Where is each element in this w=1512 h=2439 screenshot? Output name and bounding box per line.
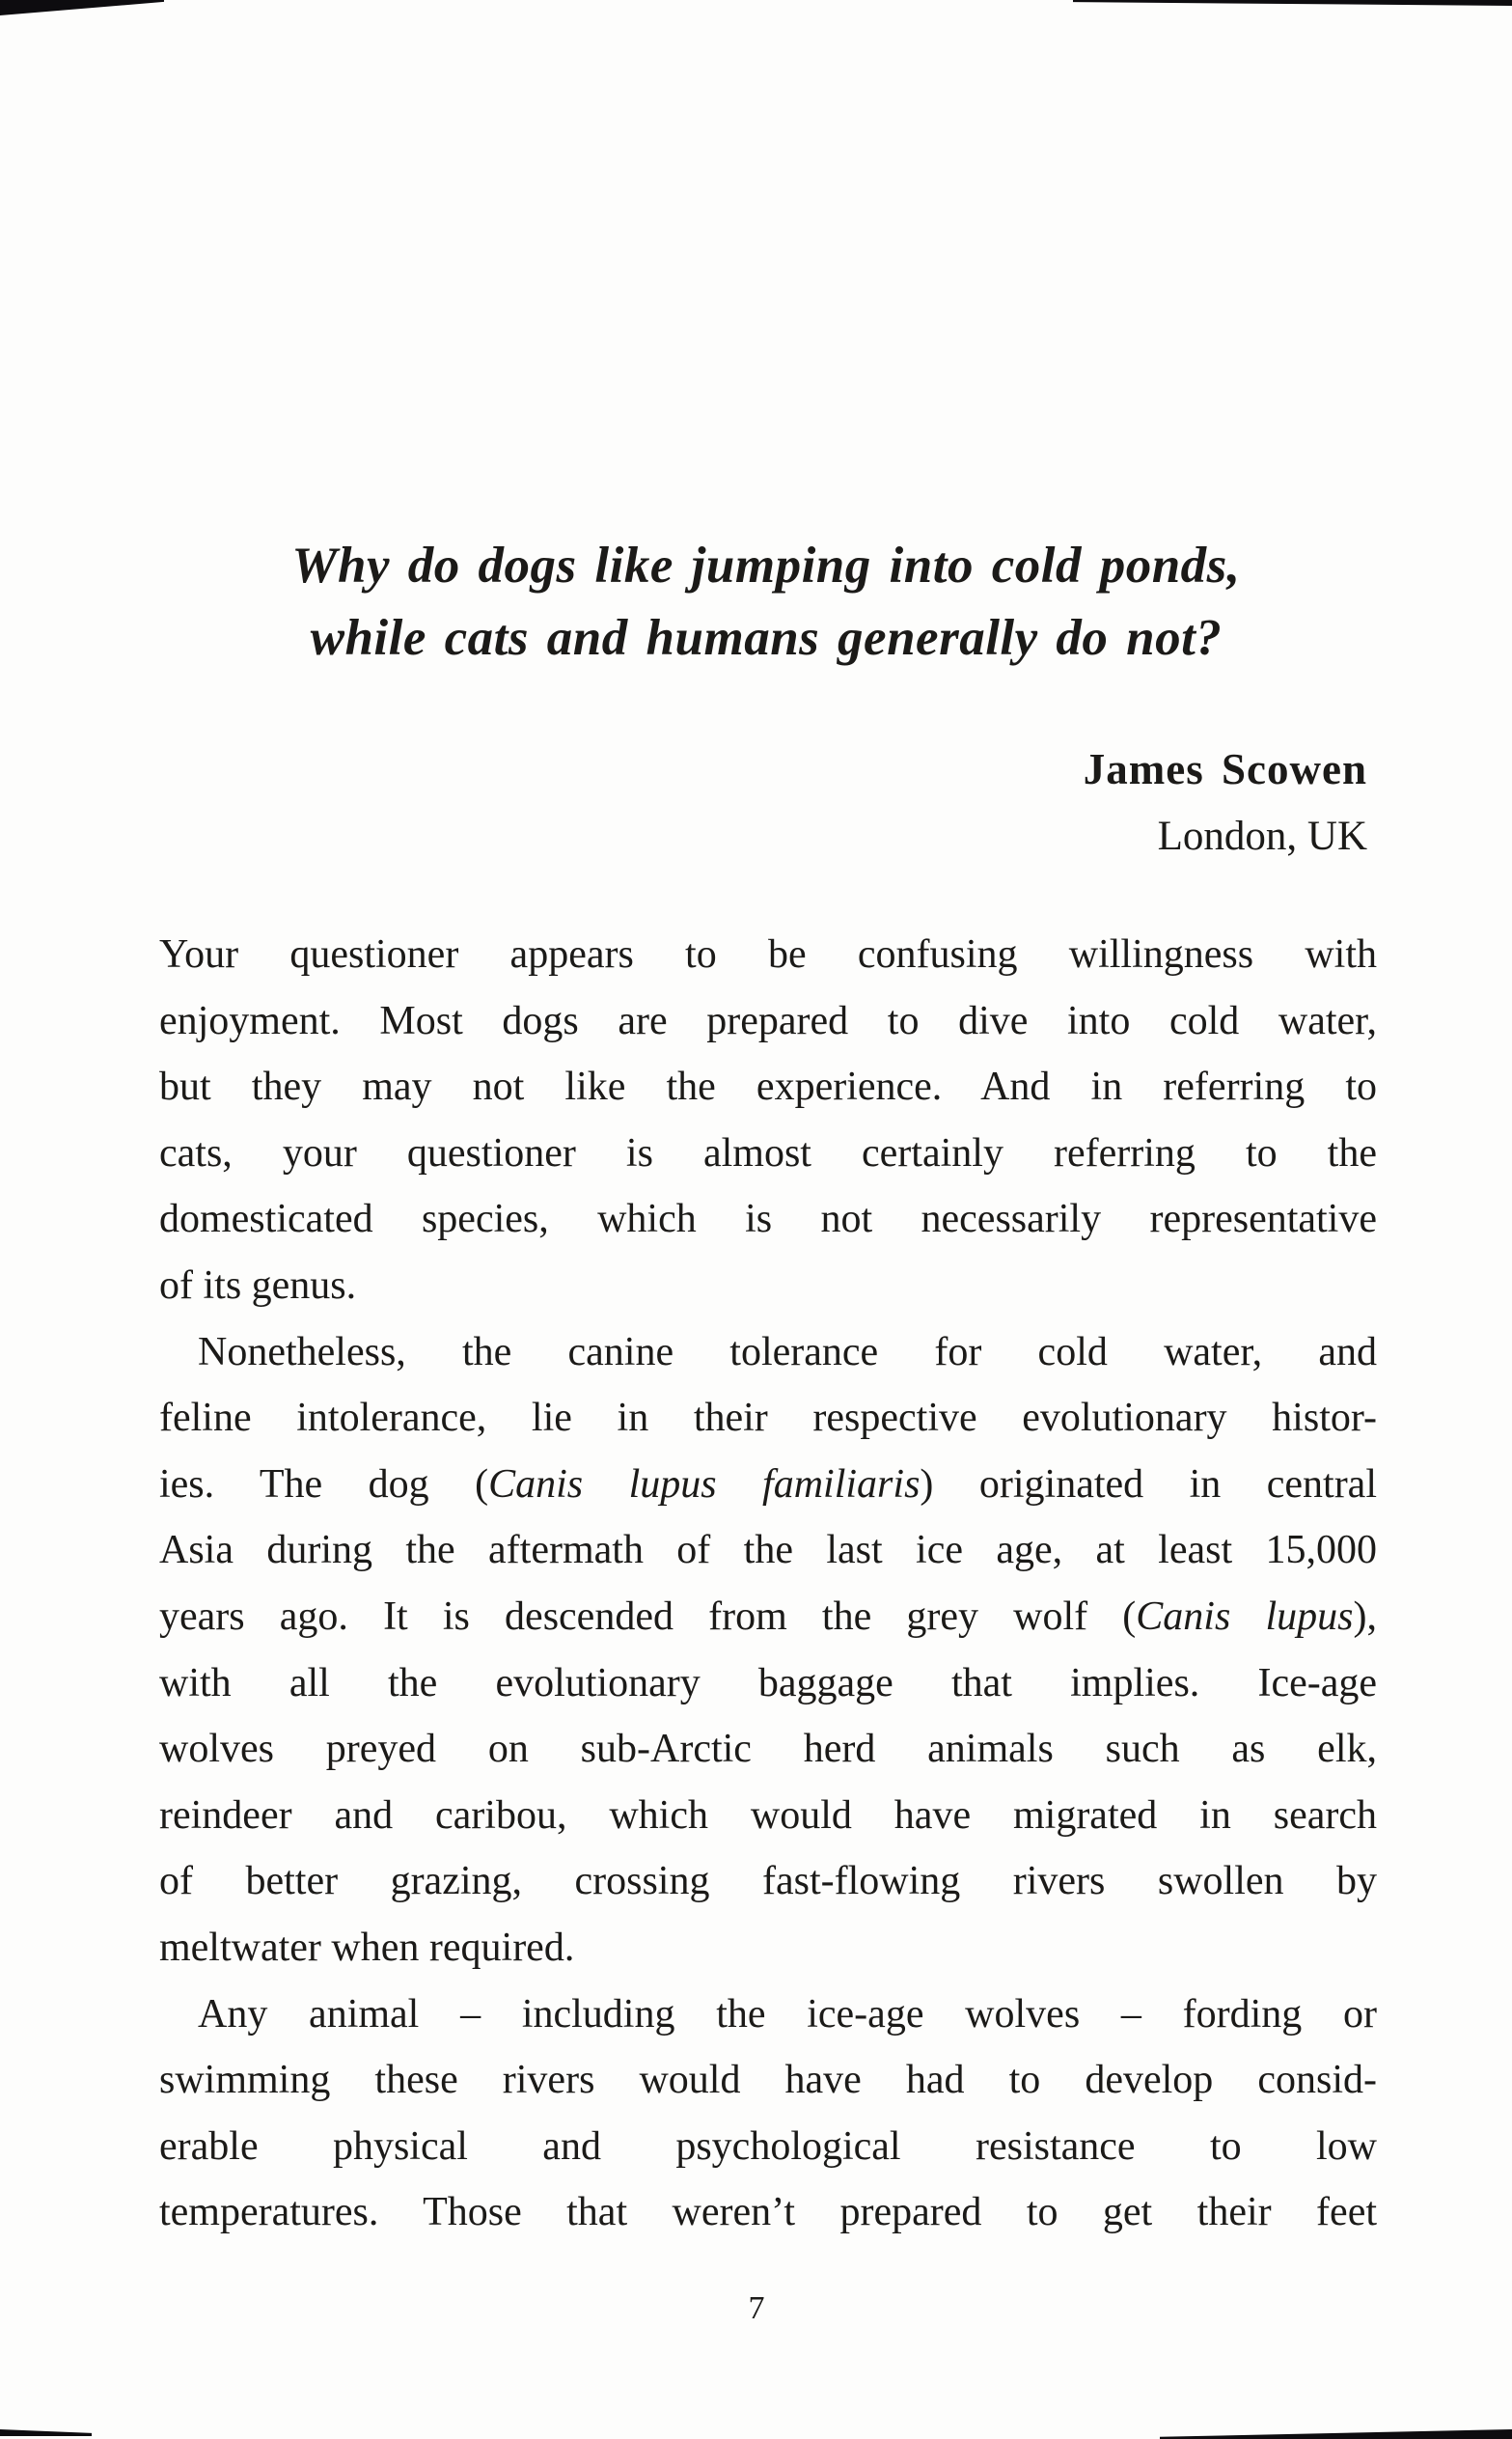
body-line: domesticated species, which is not necessarily representative xyxy=(159,1197,1377,1242)
scan-artifact-top-right xyxy=(1073,0,1512,6)
body-line: Any animal – including the ice-age wolves – fording or xyxy=(198,1991,1377,2037)
body-line: of better grazing, crossing fast-flowing rivers swollen by xyxy=(159,1859,1377,1904)
body-line: feline intolerance, lie in their respective evolutionary histor- xyxy=(159,1396,1377,1441)
scan-artifact-bottom-left xyxy=(0,2429,92,2436)
body-line: Asia during the aftermath of the last ice age, at least 15,000 xyxy=(159,1528,1377,1573)
question-title xyxy=(149,530,1384,675)
author-block xyxy=(1084,736,1367,870)
body-line: reindeer and caribou, which would have migrated in search xyxy=(159,1792,1377,1838)
scan-artifact-top-left xyxy=(0,0,164,15)
body-line: but they may not like the experience. And in referring to xyxy=(159,1065,1377,1110)
body-text xyxy=(159,922,1377,2246)
author-location: London, UK xyxy=(1157,814,1367,859)
scan-artifact-bottom-right xyxy=(1160,2429,1512,2439)
body-line: swimming these rivers would have had to develop consid- xyxy=(159,2058,1377,2103)
body-line: of its genus. xyxy=(159,1262,357,1308)
body-line: Nonetheless, the canine tolerance for cold water, and xyxy=(198,1329,1377,1374)
page-number: 7 xyxy=(748,2290,765,2326)
body-line: enjoyment. Most dogs are prepared to dive into cold water, xyxy=(159,998,1377,1043)
body-line: Your questioner appears to be confusing willingness with xyxy=(159,932,1377,977)
body-line: wolves preyed on sub-Arctic herd animals such as elk, xyxy=(159,1727,1377,1772)
body-line: temperatures. Those that weren’t prepared to get their feet xyxy=(159,2190,1377,2235)
body-line: ies. The dog (Canis lupus familiaris) originated in central xyxy=(159,1461,1377,1507)
body-line: erable physical and psychological resistance to low xyxy=(159,2123,1377,2169)
title-line-2: while cats and humans generally do not? xyxy=(310,610,1223,666)
author-name: James Scowen xyxy=(1083,745,1367,793)
body-line: years ago. It is descended from the grey wolf (Canis lupus), xyxy=(159,1594,1377,1639)
body-line: meltwater when required. xyxy=(159,1925,575,1970)
title-line-1: Why do dogs like jumping into cold ponds, xyxy=(291,538,1241,594)
body-line: cats, your questioner is almost certainly referring to the xyxy=(159,1130,1377,1176)
body-line: with all the evolutionary baggage that implies. Ice-age xyxy=(159,1660,1377,1705)
